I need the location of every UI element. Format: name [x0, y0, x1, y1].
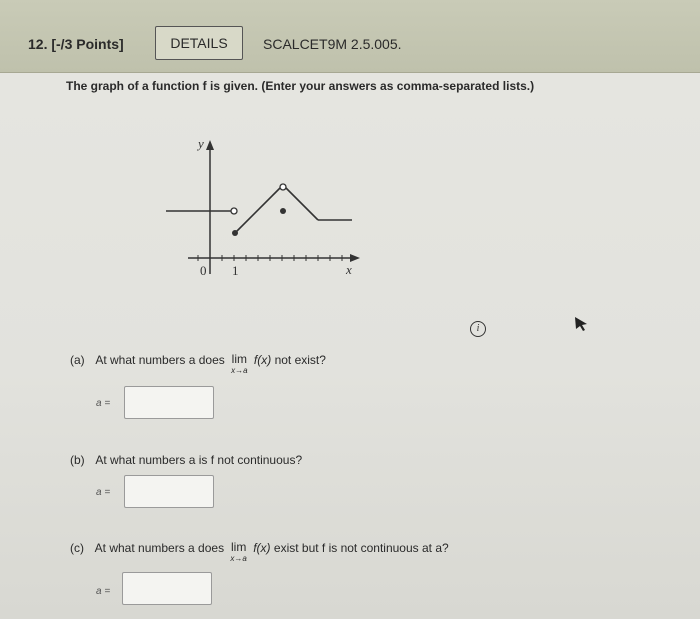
- part-a-text-before: At what numbers a does: [95, 353, 225, 367]
- part-c-lim: lim: [230, 540, 247, 554]
- closed-point-x1: [232, 230, 238, 236]
- part-c-answer-label: a =: [96, 586, 111, 597]
- y-axis-arrow: [206, 140, 214, 150]
- open-point-x1: [231, 208, 237, 214]
- part-c-text-before: At what numbers a does: [94, 541, 225, 555]
- curve-rising-segment: [235, 187, 281, 233]
- x-axis-label: x: [346, 262, 352, 277]
- part-c-limit: [230, 541, 246, 565]
- open-point-peak: [280, 184, 286, 190]
- part-a-answer-label: a =: [96, 398, 111, 409]
- part-b-answer-label: a =: [96, 487, 111, 498]
- x-axis-arrow: [350, 254, 360, 262]
- part-c-label: (c): [70, 541, 84, 555]
- part-c-question: [70, 541, 449, 565]
- part-b-question: [70, 453, 302, 467]
- part-b-label: (b): [70, 453, 85, 467]
- tick-label-zero: 0: [200, 263, 207, 278]
- problem-code: SCALCET9M 2.5.005.: [263, 36, 402, 52]
- part-a-answer-input[interactable]: [124, 386, 214, 419]
- part-c-answer-input[interactable]: [122, 572, 212, 605]
- part-a-question: [70, 353, 326, 377]
- function-graph: [160, 134, 360, 284]
- part-b-answer-input[interactable]: [124, 475, 214, 508]
- question-header: [0, 0, 700, 73]
- closed-point-peak: [280, 208, 286, 214]
- part-c-text-after: exist but f is not continuous at a?: [273, 541, 449, 555]
- part-a-lim-sub: x→a: [231, 366, 248, 375]
- part-a-text-after: not exist?: [274, 353, 326, 367]
- part-c-fx: f(x): [253, 541, 271, 555]
- details-button[interactable]: DETAILS: [155, 26, 243, 60]
- cursor-icon: [573, 316, 589, 332]
- part-b-text: At what numbers a is f not continuous?: [95, 453, 303, 467]
- y-axis-label: y: [198, 136, 204, 151]
- curve-falling-segment: [285, 187, 318, 220]
- part-a-fx: f(x): [253, 353, 272, 367]
- part-a-lim: lim: [231, 352, 247, 366]
- part-a-label: (a): [70, 353, 85, 367]
- question-text: The graph of a function f is given. (Enter your answers as comma-separated lists.): [66, 79, 535, 93]
- question-number: 12. [-/3 Points]: [28, 36, 124, 52]
- part-c-lim-sub: x→a: [230, 554, 247, 563]
- info-icon[interactable]: i: [470, 321, 486, 337]
- tick-label-one: 1: [232, 263, 239, 278]
- part-a-limit: [231, 353, 247, 377]
